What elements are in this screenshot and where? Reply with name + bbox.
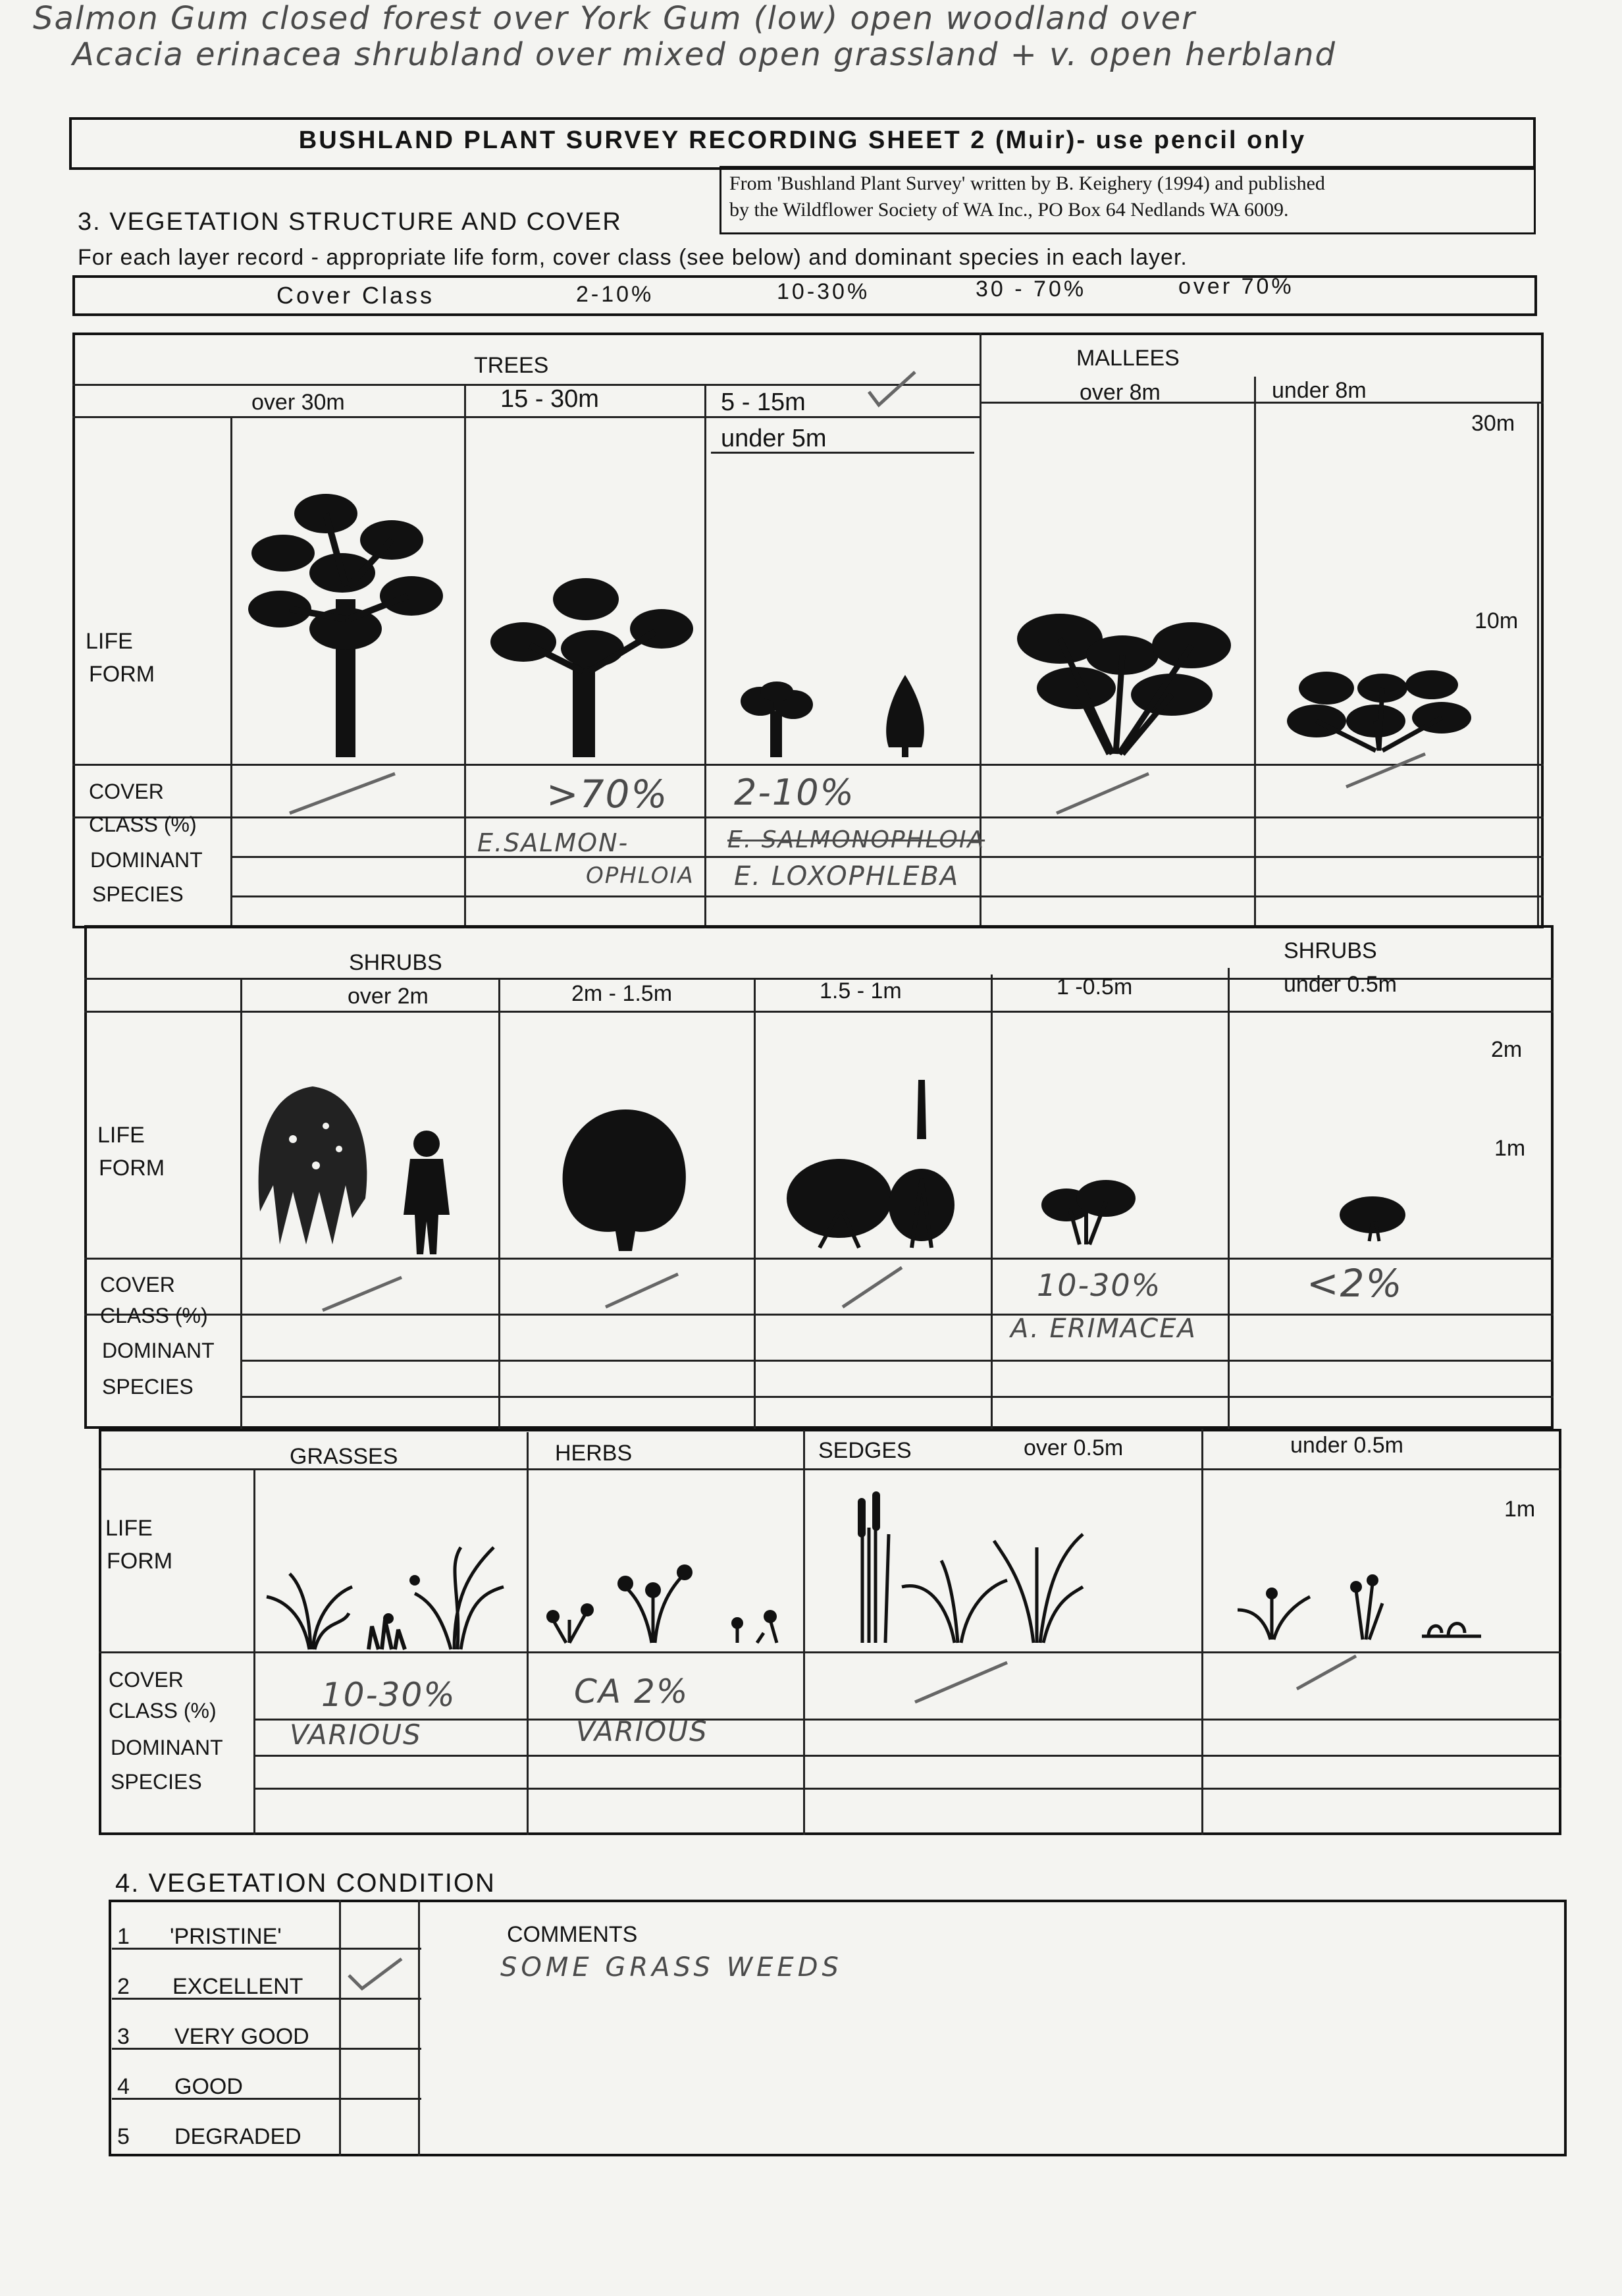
ground-life-form-l2: FORM [107, 1549, 173, 1574]
shrubs-under0.5-cover: <2% [1307, 1261, 1403, 1306]
trees-col-under5: under 5m [721, 425, 827, 452]
trees-5-15-species: E. LOXOPHLEBA [734, 861, 960, 892]
condition-4-num: 4 [117, 2074, 130, 2099]
herbs-header: HERBS [555, 1441, 633, 1466]
mallees-col-under8: under 8m [1272, 378, 1367, 403]
shrubs-life-form-l1: LIFE [97, 1123, 145, 1148]
cover-class-4: over 70% [1178, 274, 1294, 299]
cover-class-label: Cover Class [276, 282, 435, 309]
ground-life-form-l1: LIFE [105, 1516, 153, 1541]
tick-shrubs-1.5-1 [836, 1261, 908, 1314]
herbs-species: VARIOUS [576, 1715, 708, 1748]
comments-text: SOME GRASS WEEDS [500, 1952, 843, 1983]
shrubs-dominant-label-l2: SPECIES [102, 1375, 194, 1399]
tick-shrubs-2-1.5 [599, 1268, 685, 1314]
under0.5-header: under 0.5m [1290, 1433, 1403, 1458]
small-herb-icon [1231, 1570, 1494, 1643]
mallees-group-header: MALLEES [1076, 346, 1180, 371]
trees-group-header: TREES [474, 353, 549, 378]
cover-class-3: 30 - 70% [976, 277, 1087, 302]
small-mallee-icon [1290, 668, 1475, 754]
section3-title: 3. VEGETATION STRUCTURE AND COVER [78, 208, 622, 236]
dominant-label-l1: DOMINANT [90, 848, 203, 872]
sheet-title: BUSHLAND PLANT SURVEY RECORDING SHEET 2 (Muir)- use pencil only [298, 126, 1307, 154]
shrubs-col-over2: over 2m [348, 984, 429, 1009]
shrubs-col-1-0.5: 1 -0.5m [1057, 974, 1133, 1000]
grasses-species: VARIOUS [290, 1719, 422, 1751]
small-tree-icon [737, 681, 816, 757]
tall-tree-icon [244, 487, 454, 764]
sedges-over0.5-header: over 0.5m [1024, 1435, 1124, 1460]
condition-3-label: VERY GOOD [174, 2024, 309, 2049]
grasses-cover: 10-30% [321, 1676, 456, 1714]
tiny-shrub-icon [1336, 1195, 1409, 1241]
grass-icon [263, 1534, 513, 1653]
trees-col-over30: over 30m [251, 390, 345, 415]
condition-4-label: GOOD [174, 2074, 243, 2099]
tall-shrub-icon [253, 1086, 372, 1258]
life-form-label-l1: LIFE [86, 629, 133, 654]
large-mallee-icon [1010, 612, 1234, 757]
section4-title: 4. VEGETATION CONDITION [115, 1869, 496, 1898]
shrubs-group-header: SHRUBS [349, 950, 442, 975]
ground-cover-label-l2: CLASS (%) [109, 1699, 217, 1722]
scale-30m: 30m [1471, 411, 1515, 436]
ground-cover-label-l1: COVER [109, 1668, 184, 1692]
tick-shrubs-over2 [316, 1271, 408, 1317]
condition-1-label: 'PRISTINE' [170, 1924, 282, 1949]
shrubs-1-0.5-cover: 10-30% [1037, 1268, 1162, 1303]
comments-label: COMMENTS [507, 1922, 638, 1947]
medium-tree-icon [490, 573, 694, 764]
condition-1-num: 1 [117, 1924, 130, 1949]
source-note-line2: by the Wildflower Society of WA Inc., PO Box 64 Nedlands WA 6009. [729, 199, 1289, 221]
shrubs-col-under0.5: under 0.5m [1284, 972, 1397, 997]
round-shrub-icon [560, 1106, 691, 1254]
tick-under0.5-ground [1290, 1649, 1363, 1695]
trees-15-30-species-l1: E.SALMON- [477, 828, 629, 857]
condition-3-num: 3 [117, 2024, 130, 2049]
medium-shrub-icon [780, 1080, 971, 1251]
source-note-line1: From 'Bushland Plant Survey' written by B. Keighery (1994) and published [729, 173, 1325, 194]
cover-class-label-l2: CLASS (%) [89, 813, 197, 836]
trees-5-15-species-struck: E. SALMONOPHLOIA [727, 826, 985, 853]
life-form-label-l2: FORM [89, 662, 155, 687]
shrubs-1-0.5-species: A. ERIMACEA [1010, 1314, 1197, 1344]
sedges-header: SEDGES [818, 1438, 912, 1463]
tick-trees-5-15-header [866, 369, 918, 408]
condition-2-num: 2 [117, 1974, 130, 1999]
trees-col-15-30: 15 - 30m [500, 385, 599, 413]
person-scale-icon [400, 1129, 453, 1258]
handwritten-description-line2: Acacia erinacea shrubland over mixed open grassland + v. open herbland [72, 36, 1336, 73]
scale-10m: 10m [1475, 608, 1519, 633]
cover-class-label-l1: COVER [89, 780, 164, 803]
trees-15-30-species-l2: OPHLOIA [586, 863, 694, 889]
shrubs-dominant-label-l1: DOMINANT [102, 1339, 215, 1362]
shrubs-cover-label-l1: COVER [100, 1273, 175, 1296]
shrubs-col-2-1.5: 2m - 1.5m [571, 981, 673, 1006]
condition-excellent-check [346, 1956, 405, 1995]
shrubs-cover-label-l2: CLASS (%) [100, 1304, 208, 1327]
handwritten-description-line1: Salmon Gum closed forest over York Gum (low) open woodland over [33, 0, 1196, 37]
trees-5-15-cover: 2-10% [734, 772, 855, 813]
scale-2m: 2m [1491, 1037, 1523, 1062]
tick-mallees-over8 [1050, 767, 1155, 820]
shrubs-col-1.5-1: 1.5 - 1m [820, 978, 902, 1003]
cover-class-2: 10-30% [777, 279, 870, 304]
scale-1m: 1m [1494, 1136, 1526, 1161]
herb-icon [540, 1554, 797, 1646]
condition-2-label: EXCELLENT [172, 1974, 303, 1999]
herbs-cover: CA 2% [574, 1672, 689, 1711]
ground-dominant-label-l1: DOMINANT [111, 1736, 223, 1759]
tick-trees-over30 [283, 767, 402, 820]
grasses-header: GRASSES [290, 1444, 398, 1469]
tick-mallees-under8 [1340, 747, 1432, 793]
section3-instruction: For each layer record - appropriate life form, cover class (see below) and dominant species in each layer. [78, 245, 1188, 270]
condition-5-label: DEGRADED [174, 2124, 301, 2149]
sedge-icon [849, 1488, 1086, 1646]
shrubs-group-header-right: SHRUBS [1284, 938, 1377, 963]
ground-dominant-label-l2: SPECIES [111, 1770, 202, 1794]
trees-col-5-15: 5 - 15m [721, 388, 806, 416]
conical-tree-icon [882, 675, 928, 757]
trees-15-30-cover: >70% [546, 772, 669, 816]
condition-5-num: 5 [117, 2124, 130, 2149]
cover-class-1: 2-10% [576, 282, 654, 307]
scale-1m-ground: 1m [1504, 1497, 1536, 1522]
tick-sedges [908, 1656, 1014, 1709]
shrubs-life-form-l2: FORM [99, 1156, 165, 1181]
dominant-label-l2: SPECIES [92, 882, 184, 906]
small-shrub-icon [1040, 1175, 1145, 1248]
mallees-col-over8: over 8m [1080, 380, 1161, 405]
